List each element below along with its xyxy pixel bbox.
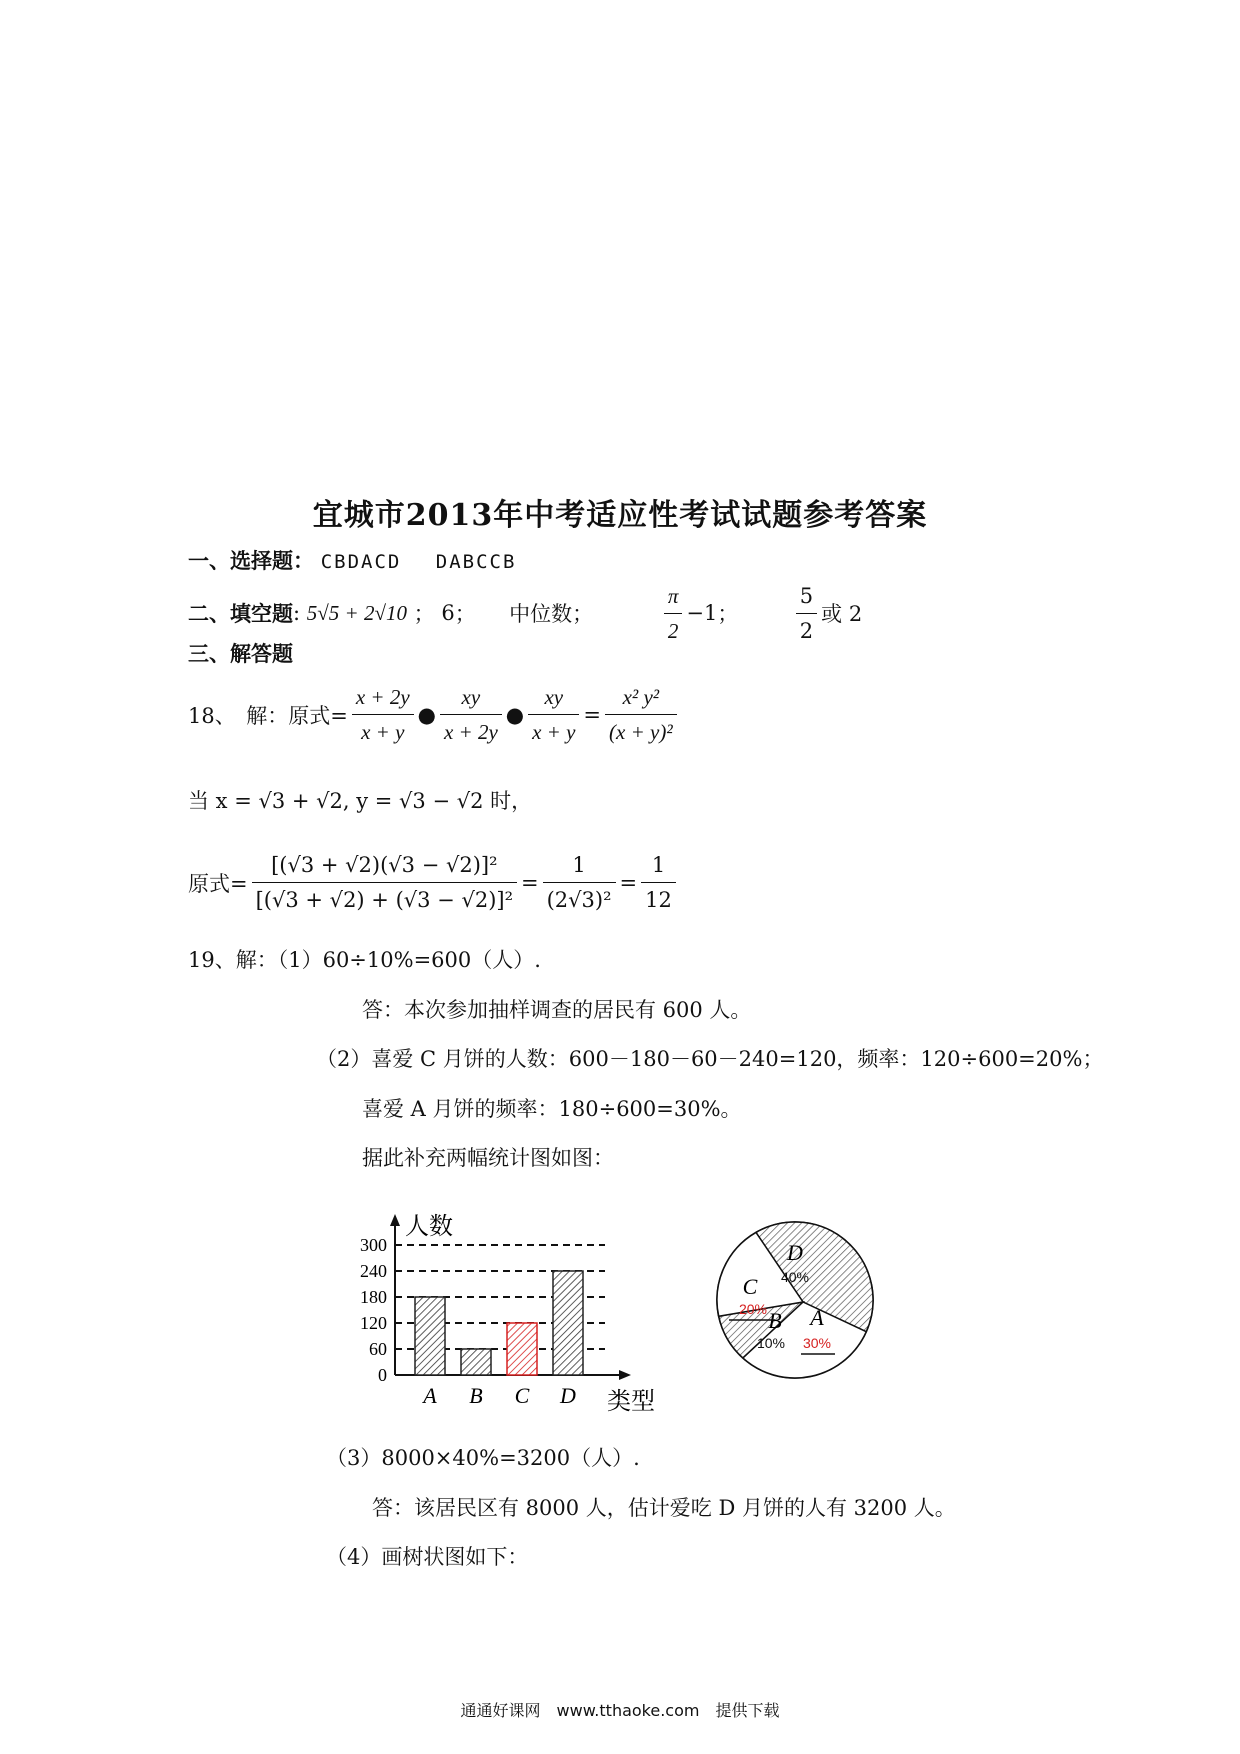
pie-chart xyxy=(710,1215,880,1389)
fill-answer-3: 中位数 xyxy=(509,602,573,626)
pie-percent-D: 40% xyxy=(780,1269,810,1285)
x-tick-label: D xyxy=(560,1383,576,1408)
q18-evaluation: 原式= $\frac{\text{[(√3 + √2)(√3 − √2)]²}}{\text{[(√3 + √2) + (√3 − √2)]²}}$ = $\frac{1}{\text{(2√3)²}}$ = $\frac{1}{12}$ xyxy=(188,848,680,917)
fill-answer-4-tail: −1 xyxy=(686,601,718,625)
q19-line-3: （2）喜爱 C 月饼的人数：600－180－60－240=120，频率：120÷600=20%； xyxy=(316,1047,1104,1071)
q18-fraction-2 xyxy=(440,680,502,749)
bar-C xyxy=(507,1323,537,1375)
fraction-numerator: 1 xyxy=(641,848,676,883)
q19-line-4: 喜爱 A 月饼的频率：180÷600=30%。 xyxy=(362,1097,742,1121)
pie-percent-B: 10% xyxy=(756,1335,786,1351)
dot-operator: ● xyxy=(505,702,525,727)
q18-eval-fraction-3 xyxy=(641,848,676,917)
q19-line-6: （3）8000×40%=3200（人）. xyxy=(326,1446,640,1470)
fraction-numerator: xy xyxy=(440,680,502,715)
fraction-denominator: x + 2y xyxy=(443,720,498,744)
q18-eval-prefix: 原式= xyxy=(188,871,248,896)
page-title: 宜城市2013年中考适应性考试试题参考答案 xyxy=(312,498,928,533)
fraction-denominator: 2 xyxy=(667,618,679,643)
q19-line-2: 答：本次参加抽样调查的居民有 600 人。 xyxy=(362,998,752,1022)
y-tick-label: 120 xyxy=(360,1313,387,1333)
fill-answer-2: 6 xyxy=(441,601,455,625)
q19-line-8: （4）画树状图如下： xyxy=(326,1545,529,1569)
fraction-denominator: x + y xyxy=(532,720,576,744)
q18-condition: 当 x = √3 + √2, y = √3 − √2 时， xyxy=(188,789,533,813)
y-tick-label: 240 xyxy=(360,1261,387,1281)
x-tick-label: C xyxy=(514,1383,530,1408)
bar-chart xyxy=(340,1210,690,1424)
page-footer: 通通好课网 www.tthaoke.com 提供下载 xyxy=(460,1701,780,1720)
y-tick-label: 0 xyxy=(378,1365,387,1385)
bar-D xyxy=(553,1271,583,1375)
fraction-numerator: xy xyxy=(528,680,579,715)
fraction-denominator: 12 xyxy=(645,888,672,912)
fraction-denominator: (x + y)² xyxy=(609,720,673,744)
fraction-numerator: 5 xyxy=(796,579,817,614)
fraction-numerator: x + 2y xyxy=(352,680,414,715)
pie-label-A: A xyxy=(810,1305,824,1330)
fraction-numerator: 1 xyxy=(543,848,616,883)
fill-answer-1: 5√5 + 2√10 xyxy=(306,600,407,625)
x-tick-label: A xyxy=(423,1383,437,1408)
fraction-denominator: x + y xyxy=(361,720,405,744)
dot-operator: ● xyxy=(417,702,436,727)
pie-percent-A: 30% xyxy=(802,1335,832,1351)
y-axis-arrow xyxy=(390,1214,400,1226)
choice-answers: CBDACD DABCCB xyxy=(320,551,517,573)
fraction-denominator: (2√3)² xyxy=(546,888,612,912)
bar-chart-svg xyxy=(340,1210,690,1420)
pie-label-B: B xyxy=(768,1308,782,1333)
bar-A xyxy=(415,1297,445,1375)
section-fill-label: 二、填空题 xyxy=(188,601,293,626)
pie-label-C: C xyxy=(742,1274,758,1299)
bar-B xyxy=(461,1349,491,1375)
fraction-numerator: π xyxy=(664,579,683,614)
section-solve-label: 三、解答题 xyxy=(188,641,293,666)
q18-step1: 18、 解：原式= $\frac{x + 2y}{x + y}$ ● $\frac{xy}{x + 2y}$ ● $\frac{xy}{x + y}$ = $\frac{\text{x² y²}}{\text{(x + y)²}}$ xyxy=(188,680,681,749)
q18-eval-fraction-1 xyxy=(252,848,517,917)
x-axis-arrow xyxy=(619,1370,631,1380)
fill-answer-5-tail: 或 2 xyxy=(821,602,863,626)
y-tick-label: 180 xyxy=(360,1287,387,1307)
q18-fraction-1 xyxy=(352,680,414,749)
q18-prefix: 18、 解：原式= xyxy=(188,703,348,728)
section-fill: 二、填空题 : 5√5 + 2√10 ； 6 ； 中位数 ； $\frac{\pi}{2}$ −1 ； $\frac{5}{2}$ 或 2 xyxy=(188,578,862,648)
q19-line-7: 答：该居民区有 8000 人，估计爱吃 D 月饼的人有 3200 人。 xyxy=(372,1496,956,1520)
pie-label-D: D xyxy=(787,1240,803,1265)
x-axis-label: 类型 xyxy=(607,1387,655,1415)
q19-line-5: 据此补充两幅统计图如图： xyxy=(362,1146,614,1170)
y-tick-label: 300 xyxy=(360,1235,387,1255)
x-tick-label: B xyxy=(469,1383,483,1408)
fill-answer-5-fraction xyxy=(796,579,817,648)
fraction-denominator: 2 xyxy=(799,618,814,643)
y-axis-label: 人数 xyxy=(405,1212,453,1240)
q18-eval-fraction-2 xyxy=(543,848,616,917)
section-choice-label: 一、选择题： xyxy=(188,548,314,573)
fill-answer-4-fraction xyxy=(664,579,683,648)
fraction-denominator: [(√3 + √2) + (√3 − √2)]² xyxy=(255,888,513,912)
q18-result-fraction xyxy=(605,680,677,749)
q19-line-1: 19、解：（1）60÷10%=600（人）. xyxy=(188,948,541,972)
fraction-numerator: x² y² xyxy=(605,680,677,715)
y-tick-label: 60 xyxy=(369,1339,387,1359)
fraction-numerator: [(√3 + √2)(√3 − √2)]² xyxy=(252,848,517,883)
q18-fraction-3 xyxy=(528,680,579,749)
section-choice xyxy=(188,545,516,575)
pie-chart-svg xyxy=(710,1215,880,1385)
pie-percent-C: 20% xyxy=(738,1301,768,1317)
